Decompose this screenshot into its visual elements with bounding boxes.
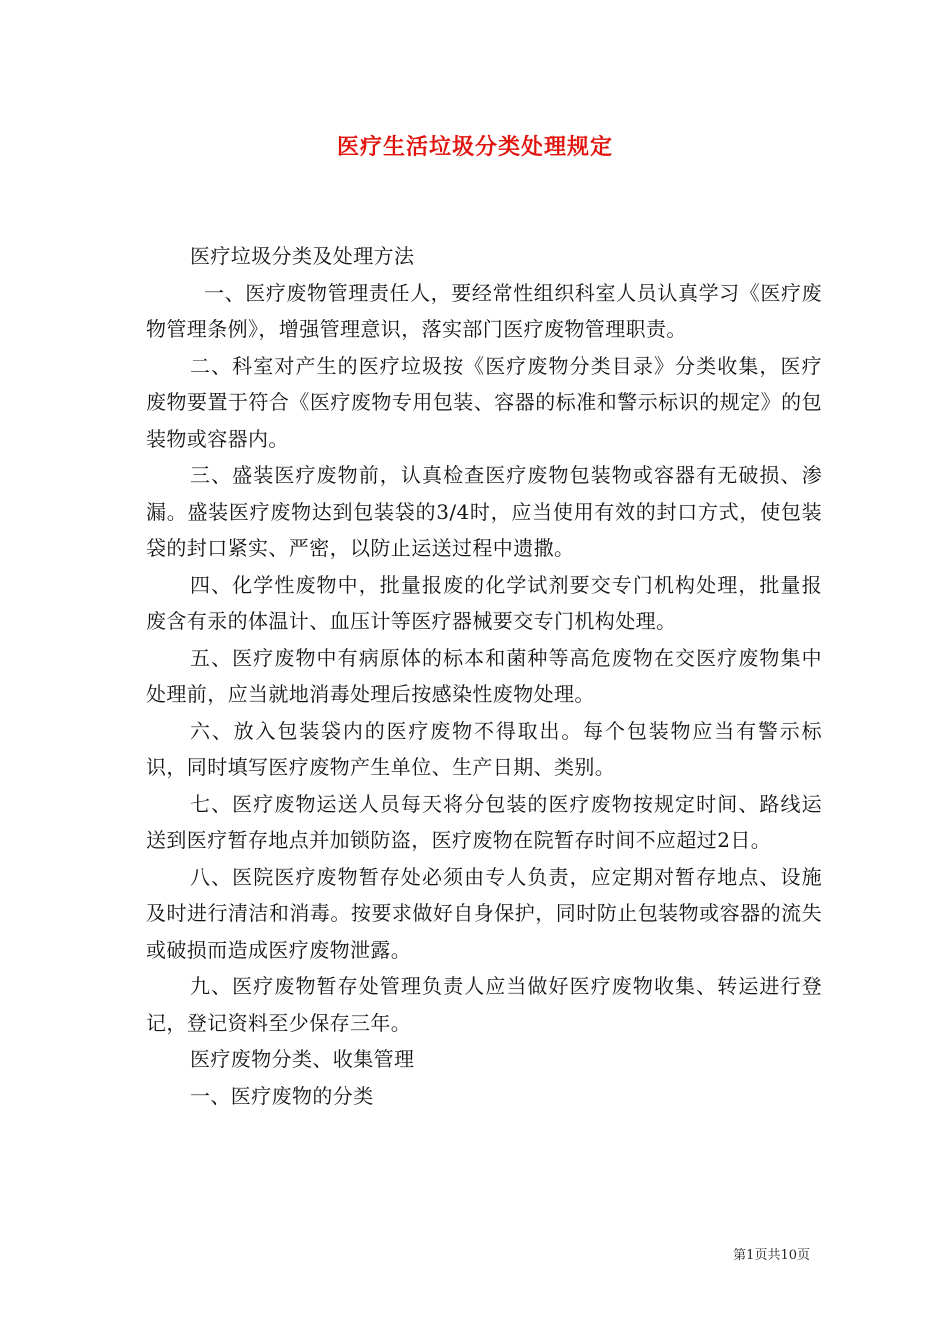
paragraph-item-2: 二、科室对产生的医疗垃圾按《医疗废物分类目录》分类收集，医疗废物要置于符合《医疗废物专用包装、容器的标准和警示标识的规定》的包装物或容器内。 (146, 353, 822, 451)
document-body (146, 238, 822, 1114)
paragraph-item-9: 九、医疗废物暂存处管理负责人应当做好医疗废物收集、转运进行登记，登记资料至少保存三年。 (146, 974, 822, 1035)
section-heading-classification: 医疗废物分类、收集管理 (190, 1047, 415, 1071)
paragraph-item-8: 八、医院医疗废物暂存处必须由专人负责，应定期对暂存地点、设施及时进行清洁和消毒。按要求做好自身保护，同时防止包装物或容器的流失或破损而造成医疗废物泄露。 (146, 864, 822, 962)
paragraph-item-6: 六、放入包装袋内的医疗废物不得取出。每个包装物应当有警示标识，同时填写医疗废物产生单位、生产日期、类别。 (146, 718, 822, 779)
paragraph-item-4: 四、化学性废物中，批量报废的化学试剂要交专门机构处理，批量报废含有汞的体温计、血压计等医疗器械要交专门机构处理。 (146, 572, 822, 633)
paragraph-item-7: 七、医疗废物运送人员每天将分包装的医疗废物按规定时间、路线运送到医疗暂存地点并加锁防盗，医疗废物在院暂存时间不应超过2日。 (146, 791, 822, 852)
section-heading-methods: 医疗垃圾分类及处理方法 (190, 244, 415, 268)
subsection-heading-classification: 一、医疗废物的分类 (190, 1083, 374, 1108)
paragraph-item-5: 五、医疗废物中有病原体的标本和菌种等高危废物在交医疗废物集中处理前，应当就地消毒处理后按感染性废物处理。 (146, 645, 822, 706)
paragraph-item-1: 一、医疗废物管理责任人，要经常性组织科室人员认真学习《医疗废物管理条例》，增强管理意识，落实部门医疗废物管理职责。 (146, 280, 822, 341)
document-title: 医疗生活垃圾分类处理规定 (336, 134, 613, 160)
page-number: 第1页共10页 (733, 1248, 810, 1263)
paragraph-item-3: 三、盛装医疗废物前，认真检查医疗废物包装物或容器有无破损、渗漏。盛装医疗废物达到包装袋的3/4时，应当使用有效的封口方式，使包装袋的封口紧实、严密，以防止运送过程中遗撒。 (146, 463, 822, 560)
